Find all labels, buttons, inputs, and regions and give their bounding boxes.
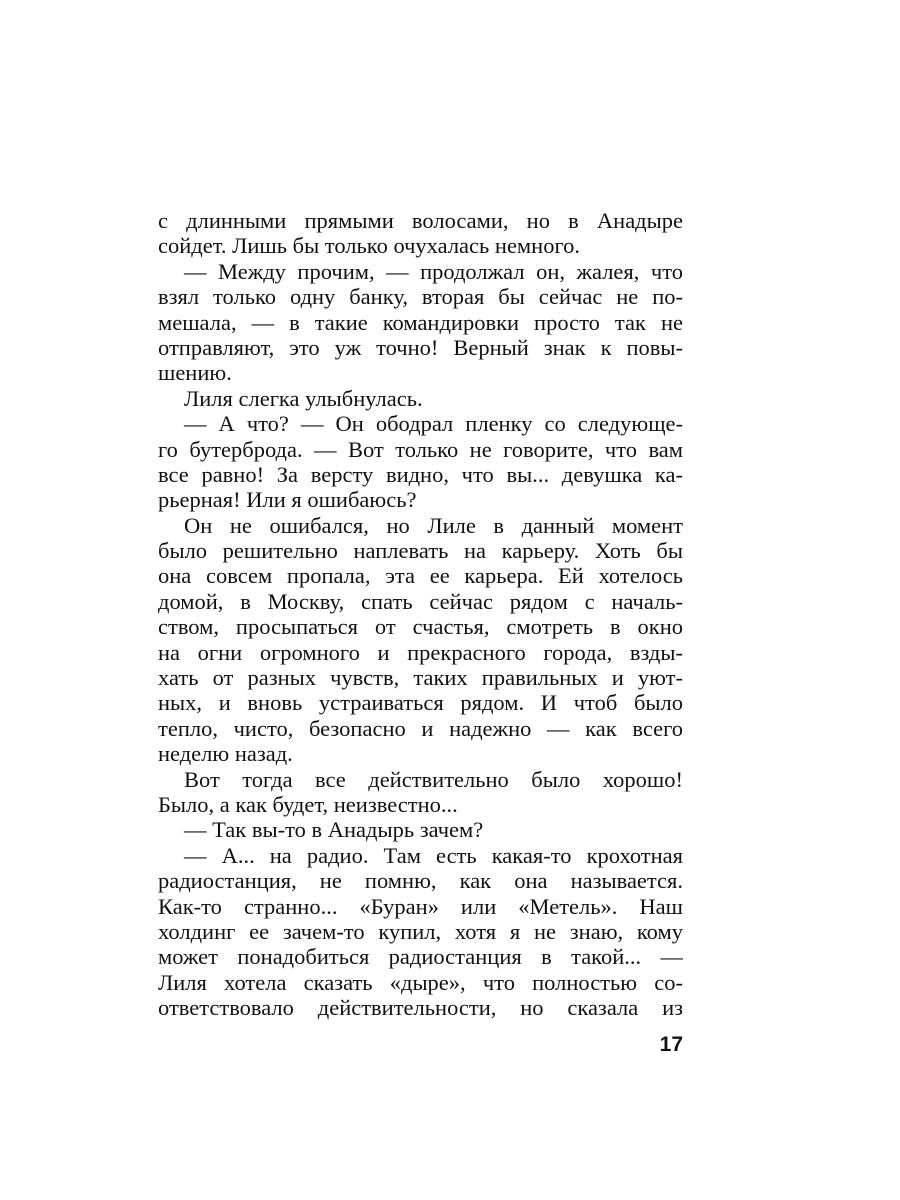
text-line: Лиля слегка улыбнулась. — [184, 385, 423, 411]
text-line: на огни огромного и прекрасного города, взды- — [158, 639, 683, 665]
text-line: шению. — [158, 360, 232, 386]
text-line: Вот тогда все действительно было хорошо! — [184, 766, 683, 792]
text-line: с длинными прямыми волосами, но в Анадыре — [158, 208, 683, 233]
text-line: отправляют, это уж точно! Верный знак к повы- — [158, 334, 683, 360]
text-line: рьерная! Или я ошибаюсь? — [158, 487, 417, 513]
text-line: ответствовало действительности, но сказала из — [158, 995, 683, 1021]
text-line: ством, просыпаться от счастья, смотреть в окно — [158, 614, 683, 640]
text-line: взял только одну банку, вторая бы сейчас не по- — [158, 284, 683, 310]
text-line: было решительно наплевать на карьеру. Хоть бы — [158, 538, 683, 564]
text-line: может понадобиться радиостанция в такой... — — [158, 944, 683, 970]
body-text — [158, 208, 683, 1021]
text-line: сойдет. Лишь бы только очухалась немного. — [158, 233, 581, 259]
text-line: неделю назад. — [158, 741, 293, 767]
text-line: Он не ошибался, но Лиле в данный момент — [184, 512, 683, 538]
text-line: ных, и вновь устраиваться рядом. И чтоб было — [158, 690, 683, 716]
text-line: хать от разных чувств, таких правильных и уют- — [158, 665, 683, 691]
text-line: тепло, чисто, безопасно и надежно — как всего — [158, 715, 683, 741]
text-line: она совсем пропала, эта ее карьера. Ей хотелось — [158, 563, 683, 589]
text-line: — А что? — Он ободрал пленку со следующе- — [184, 411, 683, 437]
text-line: — Так вы-то в Анадырь зачем? — [184, 817, 484, 843]
text-line: радиостанция, не помню, как она называется. — [158, 868, 683, 894]
text-line: го бутерброда. — Вот только не говорите, что вам — [158, 436, 683, 462]
text-line: холдинг ее зачем-то купил, хотя я не знаю, кому — [158, 918, 683, 944]
page-number: 17 — [659, 1033, 683, 1056]
text-line: — А... на радио. Там есть какая-то крохотная — [184, 842, 683, 868]
text-line: Как-то странно... «Буран» или «Метель». Наш — [158, 893, 683, 919]
text-line: мешала, — в такие командировки просто так не — [158, 309, 683, 335]
text-line: Было, а как будет, неизвестно... — [158, 791, 458, 817]
text-line: все равно! За версту видно, что вы... девушка ка- — [158, 461, 683, 487]
text-line: — Между прочим, — продолжал он, жалея, что — [184, 258, 683, 284]
text-line: Лиля хотела сказать «дыре», что полностью со- — [158, 969, 683, 995]
text-line: домой, в Москву, спать сейчас рядом с началь- — [158, 588, 683, 614]
